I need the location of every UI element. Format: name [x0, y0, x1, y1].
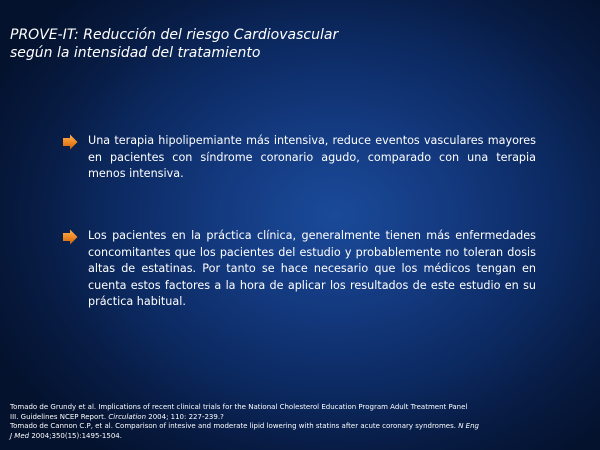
slide-title-line-2: según la intensidad del tratamiento: [10, 45, 261, 61]
reference-2-line-1: [10, 422, 586, 432]
arrow-right-icon: [62, 134, 78, 150]
reference-1-line-2: [10, 413, 586, 423]
reference-2-citation: 2004;350(15):1495-1504.: [31, 431, 122, 440]
reference-2-line-2: [10, 432, 586, 442]
bullet-text-2: Los pacientes en la práctica clínica, generalmente tienen más enfermedades concomitantes que los pacientes del estudio y probablemente no toleran dosis altas de estatinas. Por tanto se hace necesario que los médicos tengan en cuenta estos factores a la hora de aplicar los resultados de este estudio en su práctica habitual.: [88, 229, 536, 308]
arrow-right-icon: [62, 229, 78, 245]
reference-1-citation: 2004; 110: 227-239.?: [148, 412, 224, 421]
bullet-text-1: Una terapia hipolipemiante más intensiva, reduce eventos vasculares mayores en pacientes con síndrome coronario agudo, comparado con una terapia menos intensiva.: [88, 134, 536, 180]
slide-title: [10, 26, 570, 62]
slide-title-line-1: PROVE-IT: Reducción del riesgo Cardiovascular: [10, 27, 339, 43]
reference-1-journal: Circulation: [108, 412, 147, 421]
reference-1-text: III. Guidelines NCEP Report.: [10, 412, 107, 421]
reference-2-journal-a: N Eng: [458, 422, 479, 431]
reference-2-text: Tomado de Cannon C.P, et al. Comparison of intesive and moderate lipid lowering with statins after acute coronary syndromes.: [10, 422, 456, 431]
reference-1-line-1: Tomado de Grundy et al. Implications of recent clinical trials for the National Cholesterol Education Program Adult Treatment Panel: [10, 403, 468, 411]
reference-2-journal-b: J Med: [10, 431, 30, 440]
references: [10, 403, 586, 441]
